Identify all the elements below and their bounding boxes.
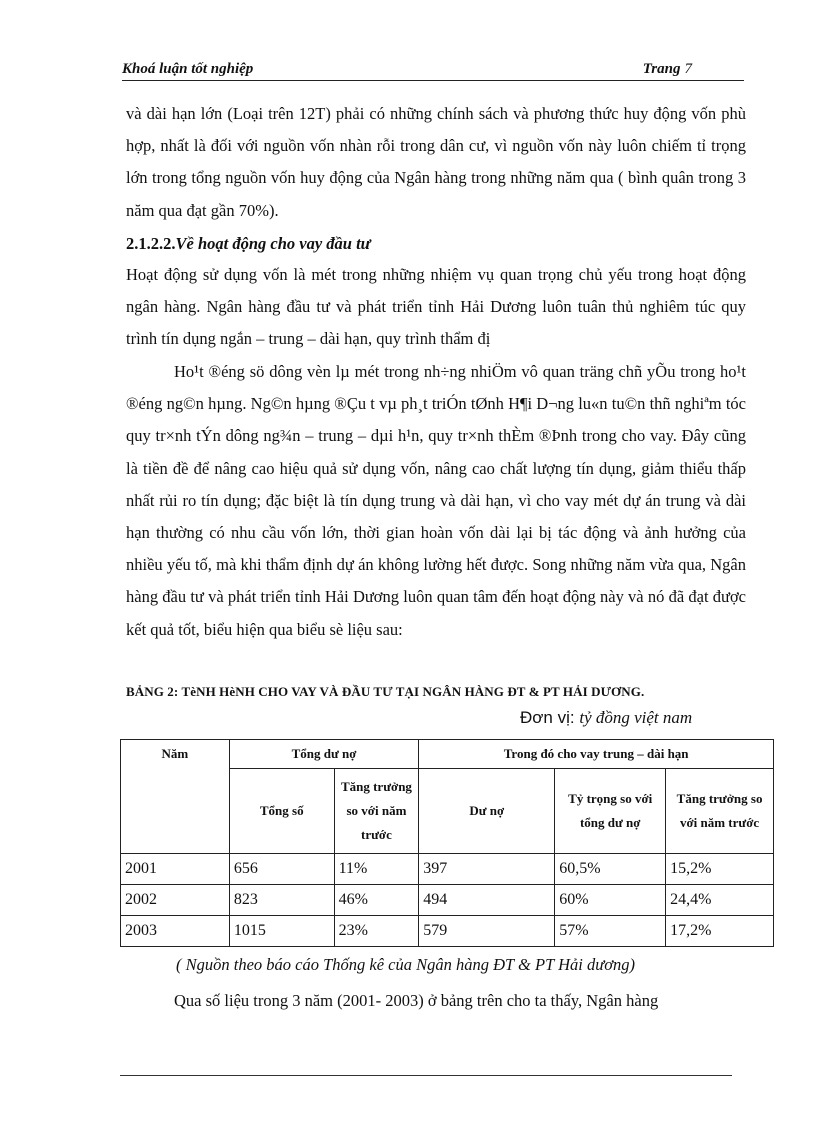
header-title: Khoá luận tốt nghiệp xyxy=(122,61,254,77)
paragraph-3: Ho¹t ®éng sö dông vèn lµ mét trong nh÷ng nhiÖm vô quan träng chñ yÕu trong ho¹t ®éng ng©n hµng. Ng©n hµng ®Çu t vµ ph¸t triÓn tØnh H¶i D¬ng lu«n tu©n thñ nghiªm tóc quy tr×nh tÝn dông ng¾n – trung – dµi h¹n, quy tr×nh thÈm ®Þnh trong cho vay. Đây cũng là tiền đề để nâng cao hiệu quả sử dụng vốn, nâng cao chất lượng tín dụng, giảm thiểu thấp nhất rủi ro tín dụng; đặc biệt là tín dụng trung và dài hạn, vì cho vay mét dự án trung và dài hạn thường có nhu cầu vốn lớn, thời gian hoàn vốn dài lại bị tác động và ảnh hưởng của nhiều yếu tố, mà khi thẩm định dự án không lường hết được. Song những năm vừa qua, Ngân hàng đầu tư và phát triển tỉnh Hải Dương luôn quan tâm đến hoạt động này và nó đã đạt được kết quả tốt, biểu hiện qua biểu sè liệu sau: xyxy=(126,362,746,639)
section-number: 2.1.2.2. xyxy=(126,234,176,253)
table-row xyxy=(121,854,774,885)
header-page-number: 7 xyxy=(684,61,692,77)
cell-growth-ml: 15,2% xyxy=(666,854,774,885)
cell-year: 2003 xyxy=(121,916,230,947)
cell-year: 2001 xyxy=(121,854,230,885)
cell-debt: 397 xyxy=(419,854,555,885)
header-growth-total: Tăng trưởng so với năm trước xyxy=(334,769,419,854)
cell-total: 1015 xyxy=(229,916,334,947)
cell-share: 60% xyxy=(555,885,666,916)
paragraph-2: Hoạt động sử dụng vốn là mét trong những nhiệm vụ quan trọng chủ yếu trong hoạt động ngân hàng. Ngân hàng đầu tư và phát triển tỉnh Hải Dương luôn tuân thủ nghiêm túc quy trình tín dụng ngắn – trung – dài hạn, quy trình thẩm đị xyxy=(126,265,746,349)
table-row xyxy=(121,916,774,947)
header-total: Tổng số xyxy=(229,769,334,854)
section-heading xyxy=(126,234,371,254)
header-page-label: Trang xyxy=(642,61,681,77)
table-row xyxy=(121,885,774,916)
page-header xyxy=(122,60,744,81)
table-caption: BẢNG 2: TèNH HèNH CHO VAY VÀ ĐẦU TƯ TẠI NGÂN HÀNG ĐT & PT HẢI DƯƠNG. xyxy=(126,684,645,699)
footer-divider xyxy=(120,1075,732,1076)
cell-growth-total: 46% xyxy=(334,885,419,916)
section-title: Về hoạt động cho vay đầu tư xyxy=(175,234,371,253)
header-page xyxy=(643,61,692,78)
cell-total: 656 xyxy=(229,854,334,885)
unit-value: tỷ đồng việt nam xyxy=(579,708,693,727)
loan-table xyxy=(120,739,774,947)
cell-year: 2002 xyxy=(121,885,230,916)
cell-growth-ml: 17,2% xyxy=(666,916,774,947)
unit-line xyxy=(520,708,692,728)
header-medium-long: Trong đó cho vay trung – dài hạn xyxy=(419,740,774,769)
unit-label: Đơn vị: xyxy=(520,708,575,727)
cell-growth-total: 11% xyxy=(334,854,419,885)
cell-growth-ml: 24,4% xyxy=(666,885,774,916)
cell-share: 57% xyxy=(555,916,666,947)
paragraph-1: và dài hạn lớn (Loại trên 12T) phải có những chính sách và phương thức huy động vốn phù hợp, nhất là đối với nguồn vốn nhàn rỗi trong dân cư, vì nguồn vốn này luôn chiếm tỉ trọng lớn trong tổng nguồn vốn huy động của Ngân hàng trong những năm qua ( bình quân trong 3 năm qua đạt gần 70%). xyxy=(126,104,746,220)
cell-debt: 494 xyxy=(419,885,555,916)
header-debt: Dư nợ xyxy=(419,769,555,854)
cell-growth-total: 23% xyxy=(334,916,419,947)
header-total-debt: Tổng dư nợ xyxy=(229,740,418,769)
cell-total: 823 xyxy=(229,885,334,916)
header-growth-ml: Tăng trưởng so với năm trước xyxy=(666,769,774,854)
table-source: ( Nguồn theo báo cáo Thống kê của Ngân hàng ĐT & PT Hải dương) xyxy=(176,955,636,974)
cell-share: 60,5% xyxy=(555,854,666,885)
paragraph-4: Qua số liệu trong 3 năm (2001- 2003) ở bảng trên cho ta thấy, Ngân hàng xyxy=(174,991,659,1010)
header-year: Năm xyxy=(121,740,230,854)
header-share: Tỷ trọng so với tổng dư nợ xyxy=(555,769,666,854)
cell-debt: 579 xyxy=(419,916,555,947)
